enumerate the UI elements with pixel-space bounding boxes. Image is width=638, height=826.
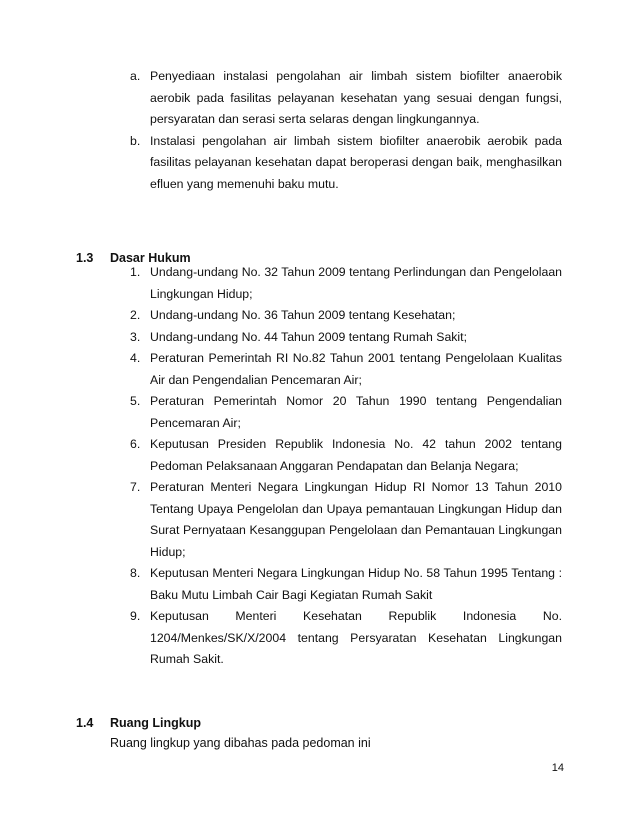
section-intro: Ruang lingkup yang dibahas pada pedoman ini bbox=[110, 736, 371, 750]
list-marker: 6. bbox=[130, 437, 141, 451]
list-marker: 2. bbox=[130, 308, 141, 322]
section-heading bbox=[76, 714, 201, 732]
list-item-text: Peraturan Pemerintah Nomor 20 Tahun 1990 tentang Pengendalian Pencemaran Air; bbox=[150, 394, 562, 430]
page-number: 14 bbox=[551, 762, 564, 774]
list-marker: 7. bbox=[130, 480, 141, 494]
list-marker: 5. bbox=[130, 394, 141, 408]
list-marker: 8. bbox=[130, 566, 141, 580]
section-number: 1.3 bbox=[76, 251, 94, 265]
list-item bbox=[130, 262, 562, 305]
list-item bbox=[130, 66, 562, 131]
list-item-text: Peraturan Pemerintah RI No.82 Tahun 2001 tentang Pengelolaan Kualitas Air dan Pengendalian Pencemaran Air; bbox=[150, 351, 562, 387]
section-title: Ruang Lingkup bbox=[110, 716, 201, 730]
list-item bbox=[130, 563, 562, 606]
objectives-list bbox=[130, 66, 562, 195]
list-item-text: Keputusan Menteri Negara Lingkungan Hidup No. 58 Tahun 1995 Tentang : Baku Mutu Limbah Cair Bagi Kegiatan Rumah Sakit bbox=[150, 566, 562, 602]
list-marker: a. bbox=[130, 69, 141, 83]
list-item bbox=[130, 131, 562, 196]
list-marker: 1. bbox=[130, 265, 141, 279]
list-item-text: Instalasi pengolahan air limbah sistem biofilter anaerobik aerobik pada fasilitas pelayanan kesehatan dapat beroperasi dengan baik, menghasilkan efluen yang memenuhi baku mutu. bbox=[150, 133, 562, 191]
list-marker: 4. bbox=[130, 351, 141, 365]
list-item-text: Undang-undang No. 36 Tahun 2009 tentang Kesehatan; bbox=[150, 308, 456, 322]
list-item bbox=[130, 606, 562, 671]
list-item bbox=[130, 477, 562, 563]
list-item bbox=[130, 348, 562, 391]
legal-basis-list bbox=[130, 262, 562, 671]
list-marker: 9. bbox=[130, 609, 141, 623]
list-item-text: Undang-undang No. 44 Tahun 2009 tentang Rumah Sakit; bbox=[150, 329, 467, 344]
list-item-text: Penyediaan instalasi pengolahan air limbah sistem biofilter anaerobik aerobik pada fasilitas pelayanan kesehatan yang sesuai dengan fungsi, persyaratan dan serasi serta selaras dengan lingkungannya. bbox=[150, 69, 562, 126]
list-item bbox=[130, 391, 562, 434]
list-item-text: Keputusan Menteri Kesehatan Republik Indonesia No. 1204/Menkes/SK/X/2004 tentang Persyaratan Kesehatan Lingkungan Rumah Sakit. bbox=[150, 609, 562, 666]
list-item bbox=[130, 434, 562, 477]
list-marker: 3. bbox=[130, 329, 141, 344]
list-item bbox=[130, 305, 562, 327]
list-marker: b. bbox=[130, 133, 141, 148]
list-item-text: Keputusan Presiden Republik Indonesia No. 42 tahun 2002 tentang Pedoman Pelaksanaan Anggaran Pendapatan dan Belanja Negara; bbox=[150, 437, 562, 473]
list-item-text: Peraturan Menteri Negara Lingkungan Hidup RI Nomor 13 Tahun 2010 Tentang Upaya Pengelolan dan Upaya pemantauan Lingkungan Hidup dan Surat Pernyataan Kesanggupan Pengelolaan dan Pemantauan Lingkungan Hidup; bbox=[150, 480, 562, 559]
section-title: Dasar Hukum bbox=[110, 251, 191, 265]
list-item-text: Undang-undang No. 32 Tahun 2009 tentang Perlindungan dan Pengelolaan Lingkungan Hidup; bbox=[150, 265, 562, 301]
list-item bbox=[130, 327, 562, 349]
section-number: 1.4 bbox=[76, 716, 94, 730]
